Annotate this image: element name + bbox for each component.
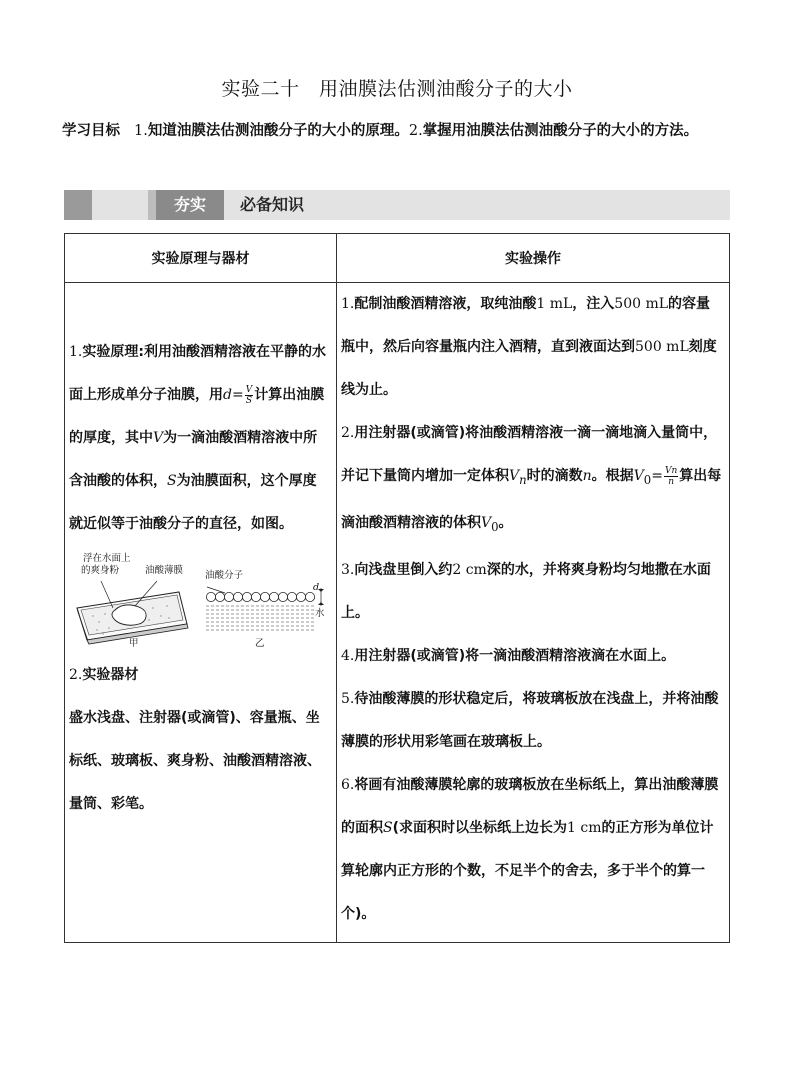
p2-number: 2.	[69, 667, 83, 683]
goal-1-text: 知道油膜法估测油酸分子的大小的原理。	[147, 123, 409, 139]
section-banner	[64, 190, 730, 220]
step-2: 2.用注射器(或滴管)将油酸酒精溶液一滴一滴地滴入量筒中，并记下量筒内增加一定体积$V_n$时的滴数n。根据$V_0=$ $\frac{Vn}{n}$ 算出每滴油酸酒精溶液的体积$V_0$。	[341, 425, 722, 534]
label-powder-line1: 浮在水面上	[83, 553, 131, 564]
p1-text-a: 实验原理:利用油酸酒精溶液在平静的水面上形成单分子油膜，用	[69, 344, 326, 403]
equipment-list: 盛水浅盘、注射器(或滴管)、容量瓶、坐标纸、玻璃板、爽身粉、油酸酒精溶液、量筒、彩笔。	[69, 710, 321, 812]
tray-illustration	[77, 581, 188, 644]
header-operation: 实验操作	[337, 234, 730, 283]
formula-fraction	[245, 385, 254, 406]
step-3: 3.向浅盘里倒入约2 cm深的水，并将爽身粉均匀地撒在水面上。	[341, 561, 711, 621]
caption-jia: 甲	[129, 638, 139, 649]
page-title: 实验二十 用油膜法估测油酸分子的大小	[221, 78, 573, 100]
header-principle: 实验原理与器材	[65, 234, 337, 283]
goal-label: 学习目标	[62, 123, 120, 139]
p1-number: 1.	[69, 344, 83, 360]
step-5: 5.待油酸薄膜的形状稳定后，将玻璃板放在浅盘上，并将油酸薄膜的形状用彩笔画在玻璃板上。	[341, 690, 719, 750]
goal-1-number: 1.	[134, 123, 148, 139]
learning-goals	[62, 112, 734, 150]
equipment-paragraph	[69, 654, 330, 697]
operation-cell	[337, 283, 730, 943]
experiment-figure	[69, 550, 330, 654]
molecule-layer-illustration	[206, 587, 324, 630]
step2-fraction: $\frac{Vn}{n}$	[664, 465, 678, 487]
principle-paragraph	[69, 331, 330, 546]
p1-text-c: 为一滴油酸酒精溶液中所含油酸的体积，	[69, 430, 318, 489]
section-tag: 夯实	[156, 190, 224, 220]
step-1: 1.配制油酸酒精溶液，取纯油酸1 mL，注入500 mL的容量瓶中，然后向容量瓶内注入酒精，直到液面达到500 mL刻度线为止。	[341, 296, 717, 398]
experiment-table	[64, 233, 730, 943]
table-header-row	[65, 234, 730, 283]
p1-text-d: 为油膜面积，这个厚度就近似等于油酸分子的直径，如图。	[69, 473, 317, 532]
goal-2-text: 掌握用油膜法估测油酸分子的大小的方法。	[422, 123, 699, 139]
step-6: 6.将画有油酸薄膜轮廓的玻璃板放在坐标纸上，算出油酸薄膜的面积S(求面积时以坐标纸上边长为1 cm的正方形为单位计算轮廓内正方形的个数，不足半个的舍去，多于半个的算一个)。	[341, 776, 719, 922]
banner-stripe	[64, 190, 92, 220]
step-4: 4.用注射器(或滴管)将一滴油酸酒精溶液滴在水面上。	[341, 647, 676, 664]
fraction-numerator: V	[245, 384, 253, 395]
table-body-row	[65, 283, 730, 943]
principle-cell	[65, 283, 337, 943]
p1-d: d	[223, 387, 232, 403]
label-oleic-molecule: 油酸分子	[205, 570, 244, 581]
label-thickness-d: d	[313, 582, 320, 593]
label-water: 水	[315, 608, 325, 619]
p1-V: V	[153, 430, 164, 446]
p2-title: 实验器材	[82, 667, 139, 683]
p1-text-b: 计算出油膜的厚度，其中	[69, 387, 325, 446]
section-title: 必备知识	[240, 195, 305, 214]
goal-2-number: 2.	[408, 123, 423, 139]
label-powder-line2: 的爽身粉	[81, 565, 120, 576]
p1-equals: =	[231, 387, 244, 403]
caption-yi: 乙	[255, 638, 265, 649]
p1-S: S	[167, 473, 177, 489]
fraction-denominator: S	[245, 395, 253, 406]
label-oil-film: 油酸薄膜	[145, 565, 184, 576]
